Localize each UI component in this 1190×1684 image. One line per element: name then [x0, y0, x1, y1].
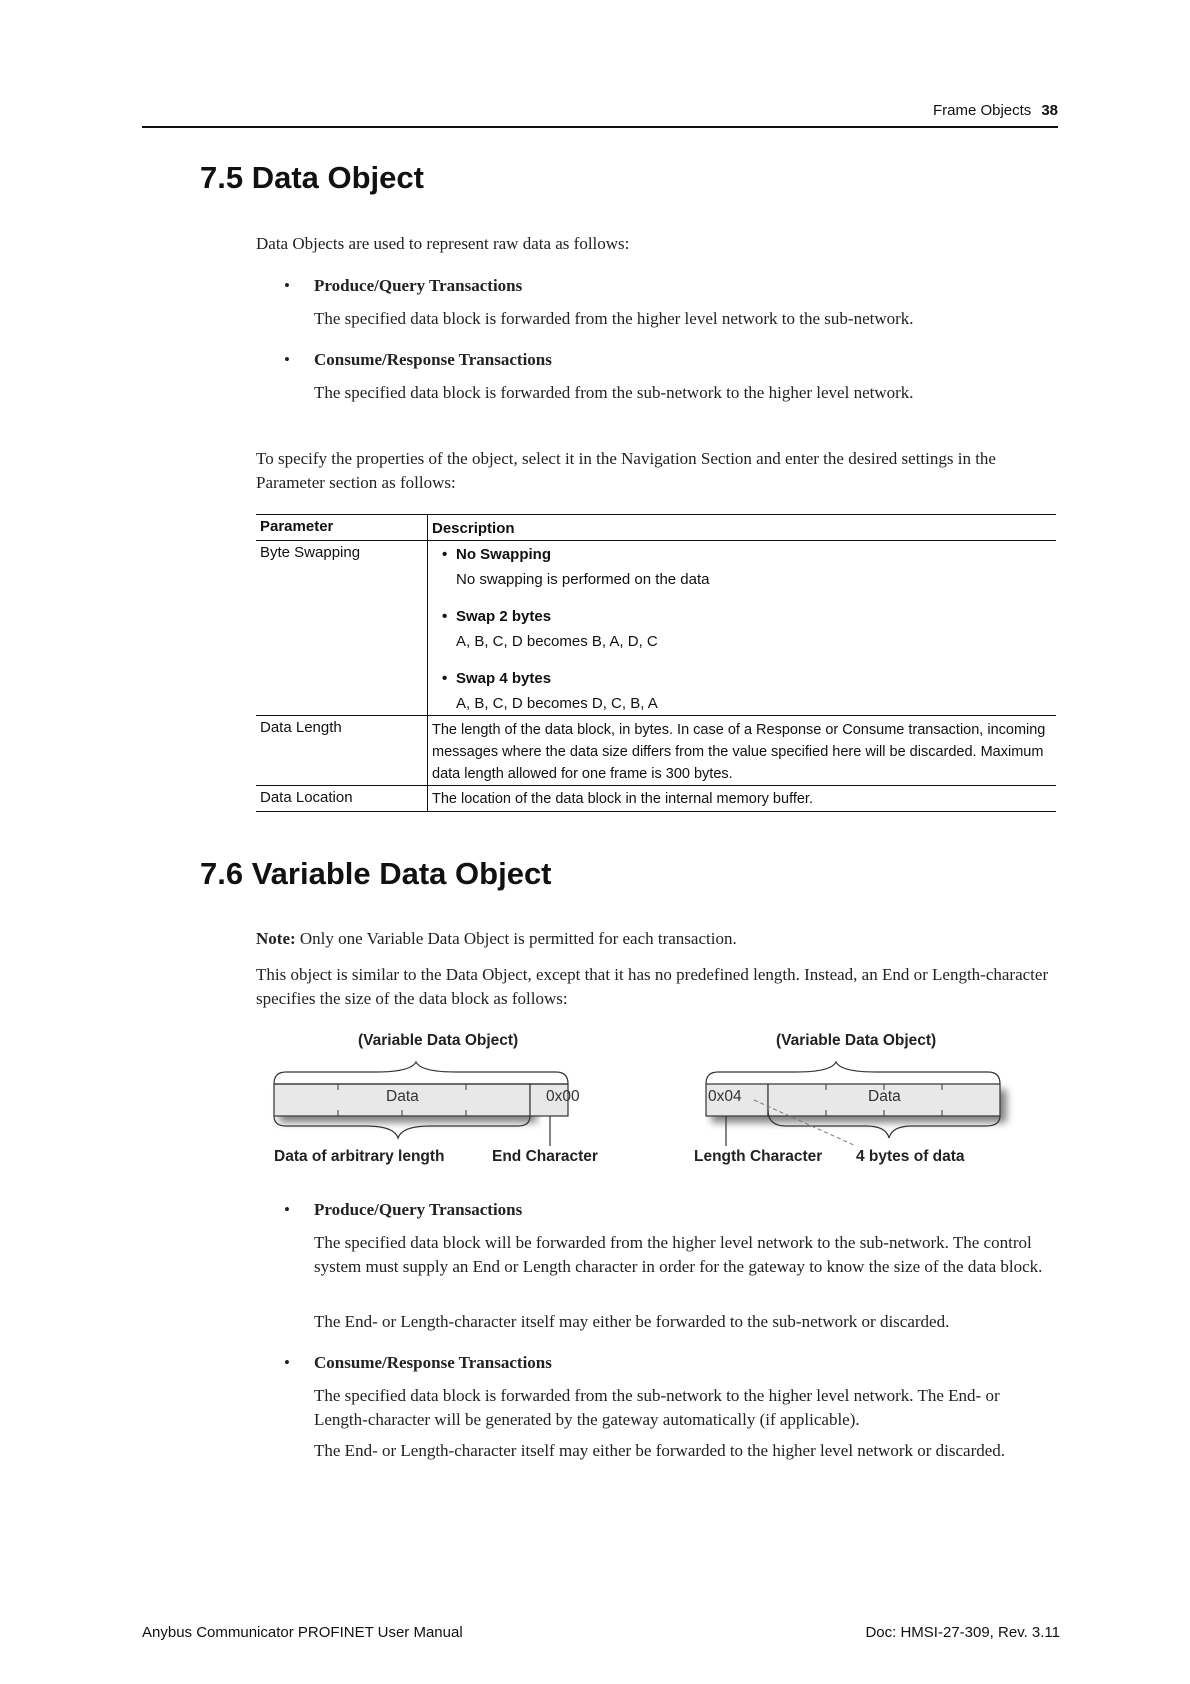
s76-bullet-2-text1: The specified data block is forwarded from the sub-network to the higher level network. The End- or Length-character will be generated by the gateway automatically (if applicable). — [314, 1386, 1000, 1429]
parameter-table — [256, 514, 1056, 812]
left-bottom-brace — [274, 1116, 530, 1138]
bullet-dot: • — [284, 350, 290, 369]
right-caption-bytes: 4 bytes of data — [856, 1148, 965, 1165]
left-caption-data: Data of arbitrary length — [274, 1148, 445, 1165]
s76-bullet-1-text2: The End- or Length-character itself may either be forwarded to the sub-network or discarded. — [314, 1312, 950, 1331]
s75-bullet-2-head: Consume/Response Transactions — [314, 350, 552, 369]
s76-para: This object is similar to the Data Object, except that it has no predefined length. Instead, an End or Length-character specifies the size of the data block as follows: — [256, 965, 1049, 1008]
page-header — [142, 102, 1058, 128]
s75-bullet-2-text: The specified data block is forwarded from the sub-network to the higher level network. — [314, 383, 914, 402]
s75-intro: Data Objects are used to represent raw data as follows: — [256, 234, 630, 253]
option-swap-2-desc: A, B, C, D becomes B, A, D, C — [456, 633, 658, 650]
table-row-data-length — [256, 716, 1056, 786]
table-header-description: Description — [432, 520, 515, 537]
footer-right: Doc: HMSI-27-309, Rev. 3.11 — [865, 1624, 1060, 1641]
right-diagram-title: (Variable Data Object) — [776, 1032, 937, 1049]
left-diagram-title: (Variable Data Object) — [358, 1032, 519, 1049]
desc-data-length: The length of the data block, in bytes. In case of a Response or Consume transaction, incoming messages where the data size differs from the value specified here will be discarded. Maximum data length allowed for one frame is 300 bytes. — [432, 722, 1046, 782]
page-number: 38 — [1041, 102, 1058, 119]
param-data-length: Data Length — [256, 716, 428, 785]
left-data-label: Data — [386, 1088, 419, 1105]
bullet-dot: • — [284, 276, 290, 295]
table-header-parameter: Parameter — [256, 515, 428, 540]
table-row-byte-swapping — [256, 541, 1056, 716]
right-data-label: Data — [868, 1088, 901, 1105]
option-no-swapping-desc: No swapping is performed on the data — [456, 571, 710, 588]
table-row-data-location — [256, 786, 1056, 812]
left-caption-end: End Character — [492, 1148, 598, 1165]
section-title-7-5: 7.5 Data Object — [200, 160, 424, 195]
option-swap-4-desc: A, B, C, D becomes D, C, B, A — [456, 695, 658, 712]
note-text: Only one Variable Data Object is permitted for each transaction. — [299, 929, 737, 948]
right-len-value: 0x04 — [708, 1088, 742, 1105]
note-label: Note: — [256, 929, 296, 948]
option-swap-2: • Swap 2 bytes — [442, 608, 552, 625]
param-data-location: Data Location — [256, 786, 428, 811]
s76-bullet-2-text2: The End- or Length-character itself may either be forwarded to the higher level network or discarded. — [314, 1441, 1006, 1460]
bullet-dot: • — [284, 1200, 290, 1219]
desc-data-location: The location of the data block in the internal memory buffer. — [432, 791, 813, 807]
header-text — [933, 102, 1058, 119]
param-byte-swapping: Byte Swapping — [256, 541, 428, 715]
table-header-row — [256, 514, 1056, 541]
option-swap-4: • Swap 4 bytes — [442, 670, 552, 687]
right-caption-length: Length Character — [694, 1148, 823, 1165]
bullet-dot: • — [284, 1353, 290, 1372]
s76-bullet-1-text1: The specified data block will be forwarded from the higher level network to the sub-network. The control system must supply an End or Length character in order for the gateway to know the size of the data block. — [314, 1233, 1043, 1276]
s76-bullet-2-head: Consume/Response Transactions — [314, 1353, 552, 1372]
option-no-swapping: • No Swapping — [442, 546, 551, 563]
left-end-value: 0x00 — [546, 1088, 580, 1105]
s76-bullet-1-head: Produce/Query Transactions — [314, 1200, 523, 1219]
s76-note — [256, 927, 1056, 951]
s75-para: To specify the properties of the object, select it in the Navigation Section and enter the desired settings in the Parameter section as follows: — [256, 449, 996, 492]
right-top-brace — [706, 1062, 1000, 1084]
footer-left: Anybus Communicator PROFINET User Manual — [142, 1624, 463, 1641]
s75-bullet-1-head: Produce/Query Transactions — [314, 276, 523, 295]
header-section: Frame Objects — [932, 102, 1032, 119]
section-title-7-6: 7.6 Variable Data Object — [200, 856, 552, 891]
s75-bullet-1-text: The specified data block is forwarded from the higher level network to the sub-network. — [314, 309, 914, 328]
left-top-brace — [274, 1062, 568, 1084]
